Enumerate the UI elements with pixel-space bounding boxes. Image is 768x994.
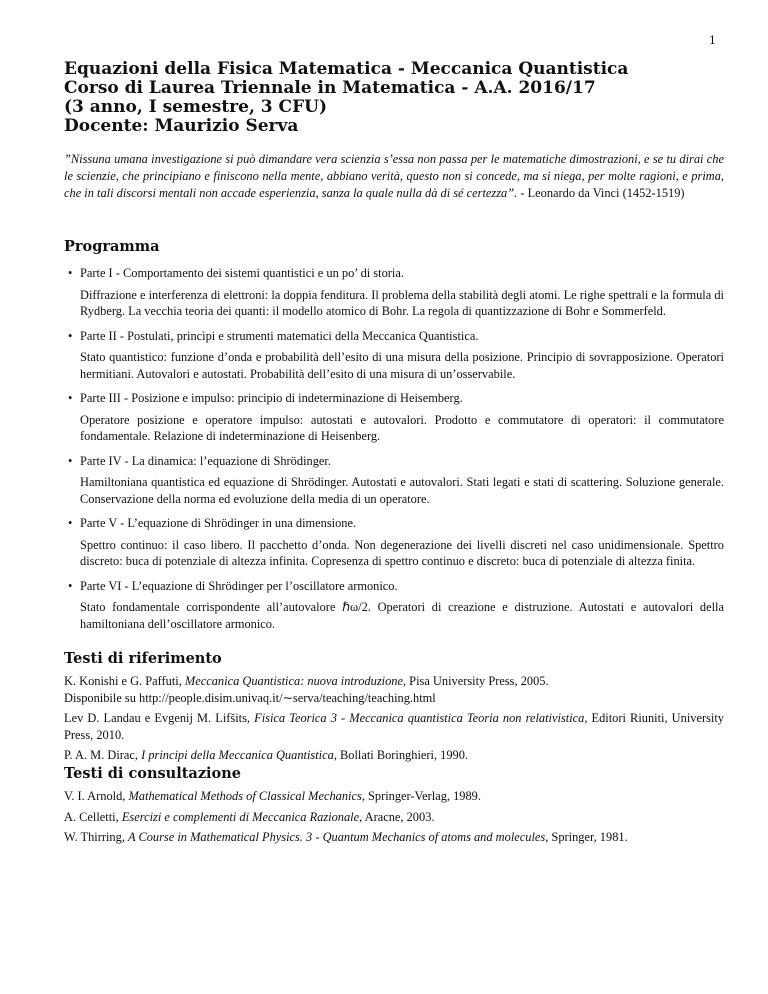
reference-entry	[64, 788, 724, 805]
bullet-icon: •	[68, 328, 73, 343]
section-heading-testi-consultazione: Testi di consultazione	[64, 765, 241, 782]
quote-attribution: - Leonardo da Vinci (1452-1519)	[517, 186, 685, 200]
program-item-description: Stato quantistico: funzione d’onda e probabilità dell’esito di una misura della posizione. Principio di sovrapposizione. Operatori hermitiani. Autovalori e autostati. Probabilità dell’esito di una misura di un’osservabile.	[80, 350, 724, 381]
reference-title: A Course in Mathematical Physics. 3 - Quantum Mechanics of atoms and molecules	[128, 830, 546, 844]
reference-title: I principi della Meccanica Quantistica	[141, 748, 334, 762]
reference-publisher: , Springer, 1981.	[545, 830, 628, 844]
program-list	[68, 265, 724, 640]
program-item	[68, 328, 724, 383]
bullet-icon: •	[68, 391, 73, 405]
quote-text: ”Nissuna umana investigazione si può dimandare vera scienzia s’essa non passa per le matematiche dimostrazioni, e se tu dirai che le scienzie, che principiano e finiscono nella mente, abbiano verità, questo non si concede, ma si niega, per molte ragioni, e prima, che in tali discorsi mentali non accade esperienzia, sanza la quale nulla dà di sé certezza”.	[64, 152, 724, 200]
program-item-title: Parte I - Comportamento dei sistemi quantistici e un po’ di storia.	[80, 266, 404, 280]
bullet-icon: •	[68, 578, 73, 593]
reference-publisher: , Editori Riuniti, University Press, 2010.	[64, 711, 724, 742]
reference-authors: V. I. Arnold,	[64, 789, 129, 803]
reference-entry	[64, 829, 724, 846]
title-line: Corso di Laurea Triennale in Matematica - A.A. 2016/17	[64, 78, 596, 98]
reference-title: Fisica Teorica 3 - Meccanica quantistica Teoria non relativistica	[254, 711, 585, 725]
section-heading-testi-riferimento: Testi di riferimento	[64, 650, 222, 667]
program-item-description: Stato fondamentale corrispondente all’autovalore ℏω/2. Operatori di creazione e distruzione. Autostati e autovalori della hamiltoniana dell’oscillatore armonico.	[80, 600, 724, 631]
reference-url: Disponibile su http://people.disim.univaq.it/∼serva/teaching/teaching.html	[64, 690, 436, 705]
program-item	[68, 578, 724, 633]
reference-title: Esercizi e complementi di Meccanica Razionale	[121, 809, 360, 824]
program-item-title: Parte II - Postulati, princìpi e strumenti matematici della Meccanica Quantistica.	[80, 328, 479, 343]
reference-list	[64, 673, 724, 768]
page-number: 1	[709, 34, 716, 47]
reference-publisher: , Aracne, 2003.	[359, 809, 435, 824]
reference-authors: A. Celletti,	[64, 809, 122, 824]
reference-authors: Lev D. Landau e Evgenij M. Lifšits,	[64, 711, 255, 725]
reference-publisher: , Pisa University Press, 2005.	[402, 674, 549, 688]
bullet-icon: •	[68, 516, 73, 530]
title-line: Docente: Maurizio Serva	[64, 116, 299, 136]
reference-publisher: , Springer-Verlag, 1989.	[361, 789, 481, 803]
reference-authors: W. Thirring,	[64, 830, 129, 844]
reference-entry	[64, 747, 724, 764]
program-item-title: Parte VI - L’equazione di Shrödinger per l’oscillatore armonico.	[80, 578, 398, 593]
program-item	[68, 390, 724, 445]
consultation-list	[64, 788, 724, 850]
reference-entry	[64, 710, 724, 743]
title-line: Equazioni della Fisica Matematica - Meccanica Quantistica	[64, 59, 629, 79]
program-item-title: Parte III - Posizione e impulso: principio di indeterminazione di Heisemberg.	[80, 391, 463, 405]
reference-title: Meccanica Quantistica: nuova introduzione	[184, 674, 403, 688]
program-item-description: Operatore posizione e operatore impulso: autostati e autovalori. Prodotto e commutatore di operatori: il commutatore fondamentale. Relazione di indeterminazione di Heisenberg.	[80, 412, 724, 443]
reference-entry	[64, 809, 724, 826]
program-item-description: Diffrazione e interferenza di elettroni: la doppia fenditura. Il problema della stabilità degli atomi. Le righe spettrali e la formula di Rydberg. La vecchia teoria dei quanti: il modello atomico di Bohr. La regola di quantizzazione di Bohr e Sommerfeld.	[80, 287, 724, 318]
program-item-description: Hamiltoniana quantistica ed equazione di Shrödinger. Autostati e autovalori. Stati legati e stati di scattering. Soluzione generale. Conservazione della norma ed evoluzione della media di un operatore.	[80, 475, 724, 506]
program-item-title: Parte V - L’equazione di Shrödinger in una dimensione.	[80, 516, 357, 530]
program-item-title: Parte IV - La dinamica: l’equazione di Shrödinger.	[80, 453, 331, 468]
reference-publisher: , Bollati Boringhieri, 1990.	[333, 748, 469, 762]
title-line: (3 anno, I semestre, 3 CFU)	[64, 97, 328, 117]
program-item-description: Spettro continuo: il caso libero. Il pacchetto d’onda. Non degenerazione dei livelli discreti nel caso unidimensionale. Spettro discreto: buca di potenziale di altezza infinita. Copresenza di spettro continuo e discreto: buca di potenziale di altezza finita.	[80, 537, 724, 568]
reference-authors: K. Konishi e G. Paffuti,	[64, 674, 185, 688]
program-item	[68, 515, 724, 570]
document-title	[64, 60, 714, 136]
bullet-icon: •	[68, 453, 73, 468]
epigraph-quote	[64, 151, 724, 202]
bullet-icon: •	[68, 266, 73, 280]
reference-title: Mathematical Methods of Classical Mechanics	[128, 789, 362, 803]
reference-authors: P. A. M. Dirac,	[64, 748, 142, 762]
program-item	[68, 453, 724, 508]
reference-entry	[64, 673, 724, 706]
program-item	[68, 265, 724, 320]
section-heading-programma: Programma	[64, 238, 160, 255]
